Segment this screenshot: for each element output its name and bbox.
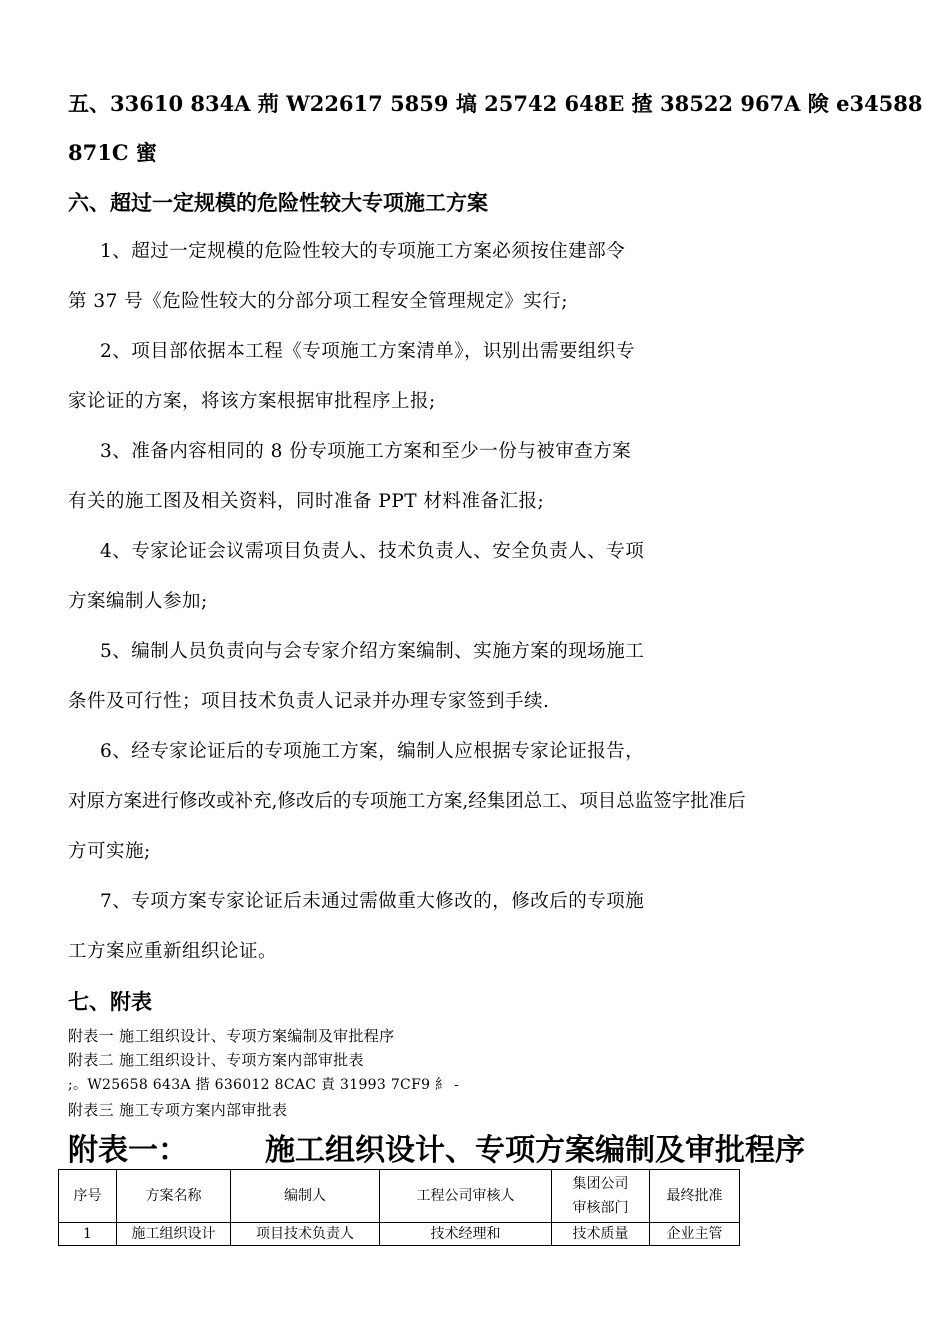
section7-item-2: 附表二 施工组织设计、专项方案内部审批表 (68, 1051, 364, 1069)
table-header-row (59, 1170, 740, 1223)
section6-item-5-cont: 条件及可行性；项目技术负责人记录并办理专家签到手续. (68, 691, 550, 712)
section6-item-7-cont: 工方案应重新组织论证。 (68, 941, 278, 962)
section6-item-4-cont: 方案编制人参加; (68, 591, 208, 612)
table-cell: 1 (59, 1223, 117, 1246)
approval-table (58, 1169, 740, 1246)
table-cell: 技术经理和 (380, 1223, 552, 1246)
section6-item-1: 1、超过一定规模的危险性较大的专项施工方案必须按住建部令 (100, 241, 626, 262)
section7-garbled-line: ;。W25658 643A 揩 636012 8CAC 責 31993 7CF9 糹 - (68, 1077, 460, 1093)
section7-item-1: 附表一 施工组织设计、专项方案编制及审批程序 (68, 1027, 395, 1045)
section6-item-6-cont: 对原方案进行修改或补充,修改后的专项施工方案,经集团总工、项目总监签字批准后 (68, 791, 746, 812)
section6-item-2-cont: 家论证的方案，将该方案根据审批程序上报; (68, 391, 436, 412)
section6-item-7: 7、专项方案专家论证后未通过需做重大修改的，修改后的专项施 (100, 891, 645, 912)
section6-item-6-cont2: 方可实施; (68, 841, 151, 862)
section6-item-6: 6、经专家论证后的专项施工方案，编制人应根据专家论证报告， (100, 741, 645, 762)
section6-heading: 六、超过一定规模的危险性较大专项施工方案 (68, 190, 488, 215)
table-cell: 企业主管 (650, 1223, 740, 1246)
table-cell: 施工组织设计 (117, 1223, 231, 1246)
column-header: 最终批准 (650, 1170, 740, 1223)
section5-line2: 871C 蜜 (68, 140, 157, 165)
column-header: 方案名称 (117, 1170, 231, 1223)
section6-item-2: 2、项目部依据本工程《专项施工方案清单》，识别出需要组织专 (100, 341, 636, 362)
column-header: 编制人 (231, 1170, 380, 1223)
column-header: 序号 (59, 1170, 117, 1223)
section6-item-4: 4、专家论证会议需项目负责人、技术负责人、安全负责人、专项 (100, 541, 645, 562)
table-cell: 技术质量 (552, 1223, 650, 1246)
section6-item-1-cont: 第 37 号《危险性较大的分部分项工程安全管理规定》实行; (68, 291, 569, 312)
table-row (59, 1223, 740, 1246)
section5-line1: 五、33610 834A 荊 W22617 5859 塙 25742 648E 揸 38522 967A 険 e34588 (68, 91, 923, 116)
section7-item-3: 附表三 施工专项方案内部审批表 (68, 1101, 288, 1119)
table-cell: 项目技术负责人 (231, 1223, 380, 1246)
section6-item-3: 3、准备内容相同的 8 份专项施工方案和至少一份与被审查方案 (100, 441, 632, 462)
appendix1-label: 附表一： (68, 1133, 188, 1168)
appendix1-title: 施工组织设计、专项方案编制及审批程序 (265, 1133, 805, 1168)
section7-heading: 七、附表 (68, 989, 152, 1014)
section6-item-5: 5、编制人员负责向与会专家介绍方案编制、实施方案的现场施工 (100, 641, 645, 662)
column-header: 集团公司审核部门 (552, 1170, 650, 1223)
section6-item-3-cont: 有关的施工图及相关资料，同时准备 PPT 材料准备汇报; (68, 491, 545, 512)
column-header: 工程公司审核人 (380, 1170, 552, 1223)
